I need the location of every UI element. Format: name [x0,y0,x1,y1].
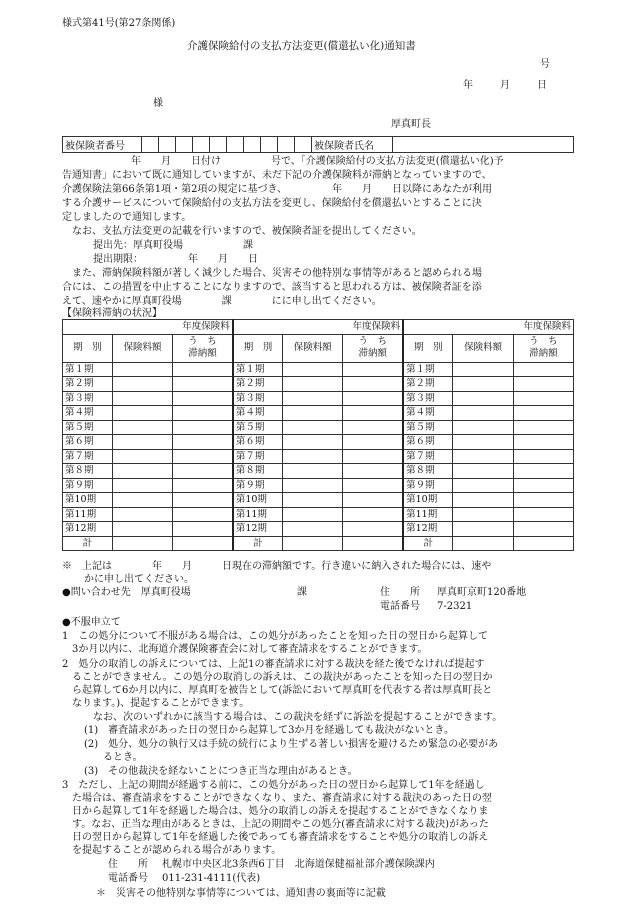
unpaid-cell[interactable] [173,406,233,421]
insured-no-label: 被保険者番号 [63,137,142,153]
period-label: 第４期 [233,406,283,421]
period-row [63,478,574,493]
premium-cell[interactable] [112,391,172,406]
premium-cell[interactable] [453,377,513,392]
appeal-phone-label: 電話番号 [108,873,148,884]
note-date-line1: ※ 上記は 年 月 日現在の滞納額です。行き違いに納入された場合には、速や [62,561,492,572]
premium-cell[interactable] [283,493,343,508]
unpaid-cell[interactable] [173,507,233,522]
premium-cell[interactable] [283,464,343,479]
premium-cell[interactable] [453,464,513,479]
period-label: 第２期 [233,377,283,392]
period-label: 第３期 [403,391,453,406]
period-label: 第12期 [403,522,453,537]
period-label: 第１期 [233,362,283,377]
unpaid-cell[interactable] [513,478,573,493]
premium-cell[interactable] [453,420,513,435]
body-p1-line2: 告通知書」において既に通知していますが、未だ下記の介護保険料が滞納となっていますので、 [62,170,492,181]
col-period: 期 別 [233,334,283,362]
insured-name-label: 被保険者氏名 [312,137,393,153]
premium-cell[interactable] [283,377,343,392]
period-label: 第７期 [403,449,453,464]
date-day: 日 [537,80,547,91]
sender: 厚真町長 [391,119,431,130]
premium-cell[interactable] [112,406,172,421]
unpaid-cell[interactable] [343,406,403,421]
insured-name-cell[interactable] [393,137,574,153]
premium-cell[interactable] [112,435,172,450]
contact-phone: 7-2321 [437,601,473,612]
insured-no-cell[interactable] [142,137,159,153]
premium-cell[interactable] [112,478,172,493]
premium-cell[interactable] [112,362,172,377]
body-p1-line3: 介護保険法第66条第1項・第2項の規定に基づき、 年 月 日以降にあなたが利用 [62,184,493,195]
unpaid-cell[interactable] [513,377,573,392]
body-p2: なお、支払方法変更の記載を行いますので、被保険者証を提出してください。 [72,226,422,237]
unpaid-cell[interactable] [513,449,573,464]
period-label: 第11期 [63,507,113,522]
body-p3-line1: また、滞納保険料額が著しく減少した場合、災害その他特別な事情等があると認められる場 [72,268,482,279]
unpaid-cell[interactable] [173,522,233,537]
premium-cell[interactable] [112,464,172,479]
unpaid-cell[interactable] [343,478,403,493]
unpaid-cell[interactable] [513,435,573,450]
insured-no-cell[interactable] [261,137,278,153]
unpaid-cell[interactable] [513,522,573,537]
period-label: 第６期 [63,435,113,450]
insured-no-cell[interactable] [193,137,210,153]
col-unpaid: う ち 滞納額 [173,334,233,362]
period-label: 第１期 [403,362,453,377]
appeal-2-line4: なります。)、提起することができます。 [72,698,250,709]
period-row [63,362,574,377]
date-month: 月 [500,80,510,91]
insured-no-cell[interactable] [278,137,295,153]
premium-cell[interactable] [112,522,172,537]
total-label: 計 [233,536,283,551]
period-label: 第10期 [233,493,283,508]
unpaid-cell[interactable] [513,406,573,421]
unpaid-cell[interactable] [513,391,573,406]
period-label: 第８期 [233,464,283,479]
appeal-2-item2-line2: るとき。 [103,752,143,763]
appeal-2-line5: なお、次のいずれかに該当する場合は、この裁決を経ずに訴訟を提起することができます。 [93,712,503,723]
period-label: 第10期 [403,493,453,508]
form-number: 様式第41号(第27条関係) [62,18,176,29]
unpaid-cell[interactable] [343,464,403,479]
unpaid-cell[interactable] [343,435,403,450]
premium-cell[interactable] [283,478,343,493]
premium-cell[interactable] [283,522,343,537]
premium-cell[interactable] [453,449,513,464]
period-row [63,377,574,392]
premium-cell[interactable] [283,435,343,450]
premium-cell[interactable] [283,507,343,522]
appeal-2-line1: 2 処分の取消しの訴えについては、上記1の審査請求に対する裁決を経た後でなければ提起す [62,659,485,670]
premium-cell[interactable] [453,507,513,522]
appeal-2-item2-line1: (2) 処分、処分の執行又は手続の続行により生ずる著しい損害を避けるため緊急の必要があ [84,739,499,750]
period-label: 第９期 [63,478,113,493]
body-p1-line5: 定しましたので通知します。 [62,212,192,223]
year-header: 年度保険料 [403,320,573,335]
appeal-3-line3: 日から起算して1年を経過した場合は、処分の取消しの訴えを提起することができなくなりま [72,806,489,817]
arrears-table [62,319,574,551]
year-header: 年度保険料 [233,320,403,335]
period-row [63,391,574,406]
period-label: 第２期 [63,377,113,392]
premium-cell[interactable] [112,493,172,508]
period-label: 第３期 [63,391,113,406]
contact-dept: 課 [297,587,307,598]
unpaid-cell[interactable] [343,449,403,464]
note-date-line2: かに申し出てください。 [84,574,194,585]
col-premium: 保険料額 [283,334,343,362]
period-label: 第10期 [63,493,113,508]
unpaid-cell[interactable] [173,536,233,551]
unpaid-cell[interactable] [343,536,403,551]
unpaid-cell[interactable] [513,493,573,508]
premium-cell[interactable] [453,362,513,377]
premium-cell[interactable] [112,420,172,435]
appeal-address-label: 住 所 [108,859,148,870]
insured-no-cell[interactable] [295,137,312,153]
premium-cell[interactable] [283,449,343,464]
body-p3-line3: えて、速やかに厚真町役場 課 にに申し出てください。 [62,296,382,307]
col-period: 期 別 [403,334,453,362]
premium-cell[interactable] [283,536,343,551]
year-header: 年度保険料 [63,320,233,335]
document-title: 介護保険給付の支払方法変更(償還払い化)通知書 [187,40,416,52]
contact-address-label: 住 所 [380,587,420,598]
unpaid-cell[interactable] [513,536,573,551]
premium-cell[interactable] [453,493,513,508]
premium-cell[interactable] [112,449,172,464]
period-row [63,507,574,522]
unpaid-cell[interactable] [173,391,233,406]
period-label: 第４期 [403,406,453,421]
premium-cell[interactable] [112,507,172,522]
unpaid-cell[interactable] [173,362,233,377]
premium-cell[interactable] [283,406,343,421]
number-label: 号 [540,59,550,70]
period-row [63,406,574,421]
period-row [63,435,574,450]
body-p1-line1: 年 月 日付け 号で、「介護保険給付の支払方法変更(償還払い化)予 [131,156,504,167]
addressee-suffix: 様 [153,98,163,109]
body-p3-line2: 合には、この措置を中止することになりますので、該当すると思われる方は、被保険者証を添 [62,282,482,293]
insured-no-cell[interactable] [159,137,176,153]
appeal-address: 札幌市中央区北3条西6丁目 北海道保健福祉部介護保険課内 [162,859,435,870]
period-label: 第６期 [233,435,283,450]
body-p1-line4: する介護サービスについて保険給付の支払方法を変更し、保険給付を償還払いとすることに決 [62,198,482,209]
premium-cell[interactable] [453,435,513,450]
appeal-2-item1: (1) 審査請求があった日の翌日から起算して3か月を経過しても裁決がないとき。 [84,725,455,736]
unpaid-cell[interactable] [513,362,573,377]
period-label: 第３期 [233,391,283,406]
footnote: ＊ 災害その他特別な事情等については、通知書の裏面等に記載 [96,888,386,899]
contact-phone-label: 電話番号 [380,601,420,612]
period-label: 第４期 [63,406,113,421]
col-unpaid: う ち 滞納額 [343,334,403,362]
unpaid-cell[interactable] [513,507,573,522]
appeal-3-line2: た場合は、審査請求をすることができなくなり、また、審査請求に対する裁決のあった日の翌 [72,793,492,804]
period-row [63,493,574,508]
unpaid-cell[interactable] [343,522,403,537]
period-label: 第12期 [233,522,283,537]
period-label: 第１期 [63,362,113,377]
unpaid-cell[interactable] [513,464,573,479]
period-label: 第７期 [233,449,283,464]
unpaid-cell[interactable] [173,493,233,508]
unpaid-cell[interactable] [173,377,233,392]
contact-address: 厚真町京町120番地 [437,587,527,598]
period-label: 第５期 [63,420,113,435]
premium-cell[interactable] [453,391,513,406]
premium-cell[interactable] [283,420,343,435]
unpaid-cell[interactable] [343,377,403,392]
premium-cell[interactable] [283,362,343,377]
total-label: 計 [63,536,113,551]
appeal-3-line6: を提起することが認められる場合があります。 [72,845,282,856]
period-label: 第８期 [63,464,113,479]
appeal-3-line1: 3 ただし、上記の期間が経過する前に、この処分があった日の翌日から起算して1年を経過し [62,780,485,791]
col-period: 期 別 [63,334,113,362]
premium-cell[interactable] [112,536,172,551]
period-row [63,522,574,537]
appeal-2-line2: ることができません。この処分の取消しの訴えは、この裁決があったことを知った日の翌日か [72,672,493,683]
contact-label: ●問い合わせ先 厚真町役場 [62,587,191,598]
unpaid-cell[interactable] [173,449,233,464]
appeal-heading: ●不服申立て [62,617,121,628]
unpaid-cell[interactable] [173,478,233,493]
total-label: 計 [403,536,453,551]
unpaid-cell[interactable] [343,507,403,522]
col-unpaid: う ち 滞納額 [513,334,573,362]
insured-no-cell[interactable] [176,137,193,153]
unpaid-cell[interactable] [343,391,403,406]
date-year: 年 [463,80,473,91]
premium-cell[interactable] [453,522,513,537]
appeal-2-item3: (3) その他裁決を経ないことにつき正当な理由があるとき。 [84,766,358,777]
appeal-2-line3: ら起算して6か月以内に、厚真町を被告として(訴訟において厚真町を代表する者は厚真町長と [72,685,493,696]
period-label: 第11期 [233,507,283,522]
period-label: 第７期 [63,449,113,464]
unpaid-cell[interactable] [343,362,403,377]
period-label: 第12期 [63,522,113,537]
total-row [63,536,574,551]
deadline: 提出期限： 年 月 日 [93,254,258,265]
premium-cell[interactable] [453,536,513,551]
col-premium: 保険料額 [112,334,172,362]
unpaid-cell[interactable] [343,420,403,435]
period-label: 第11期 [403,507,453,522]
period-label: 第６期 [403,435,453,450]
premium-cell[interactable] [283,391,343,406]
appeal-phone: 011-231-4111(代表) [162,873,261,884]
appeal-3-line5: 日の翌日から起算して1年を経過した後であっても審査請求をすることや処分の取消しの訴え [72,832,489,843]
period-label: 第２期 [403,377,453,392]
period-label: 第５期 [403,420,453,435]
col-premium: 保険料額 [453,334,513,362]
appeal-3-line4: す。なお、正当な理由があるときは、上記の期間やこの処分(審査請求に対する裁決)があった [72,819,489,830]
period-row [63,420,574,435]
premium-cell[interactable] [453,406,513,421]
unpaid-cell[interactable] [343,493,403,508]
premium-cell[interactable] [112,377,172,392]
insured-no-cell[interactable] [227,137,244,153]
premium-cell[interactable] [453,478,513,493]
period-row [63,449,574,464]
insured-no-cell[interactable] [244,137,261,153]
appeal-1-line2: 3か月以内に、北海道介護保険審査会に対して審査請求をすることができます。 [72,644,428,655]
unpaid-cell[interactable] [173,435,233,450]
unpaid-cell[interactable] [513,420,573,435]
appeal-1-line1: 1 この処分について不服がある場合は、この処分があったことを知った日の翌日から起算して [62,631,489,642]
unpaid-cell[interactable] [173,420,233,435]
insured-info-table [62,136,574,153]
submit-to: 提出先：厚真町役場 課 [93,240,253,251]
arrears-heading: 【保険料滞納の状況】 [62,308,162,319]
period-row [63,464,574,479]
period-label: 第９期 [403,478,453,493]
period-label: 第５期 [233,420,283,435]
insured-no-cell[interactable] [210,137,227,153]
unpaid-cell[interactable] [173,464,233,479]
period-label: 第９期 [233,478,283,493]
period-label: 第８期 [403,464,453,479]
